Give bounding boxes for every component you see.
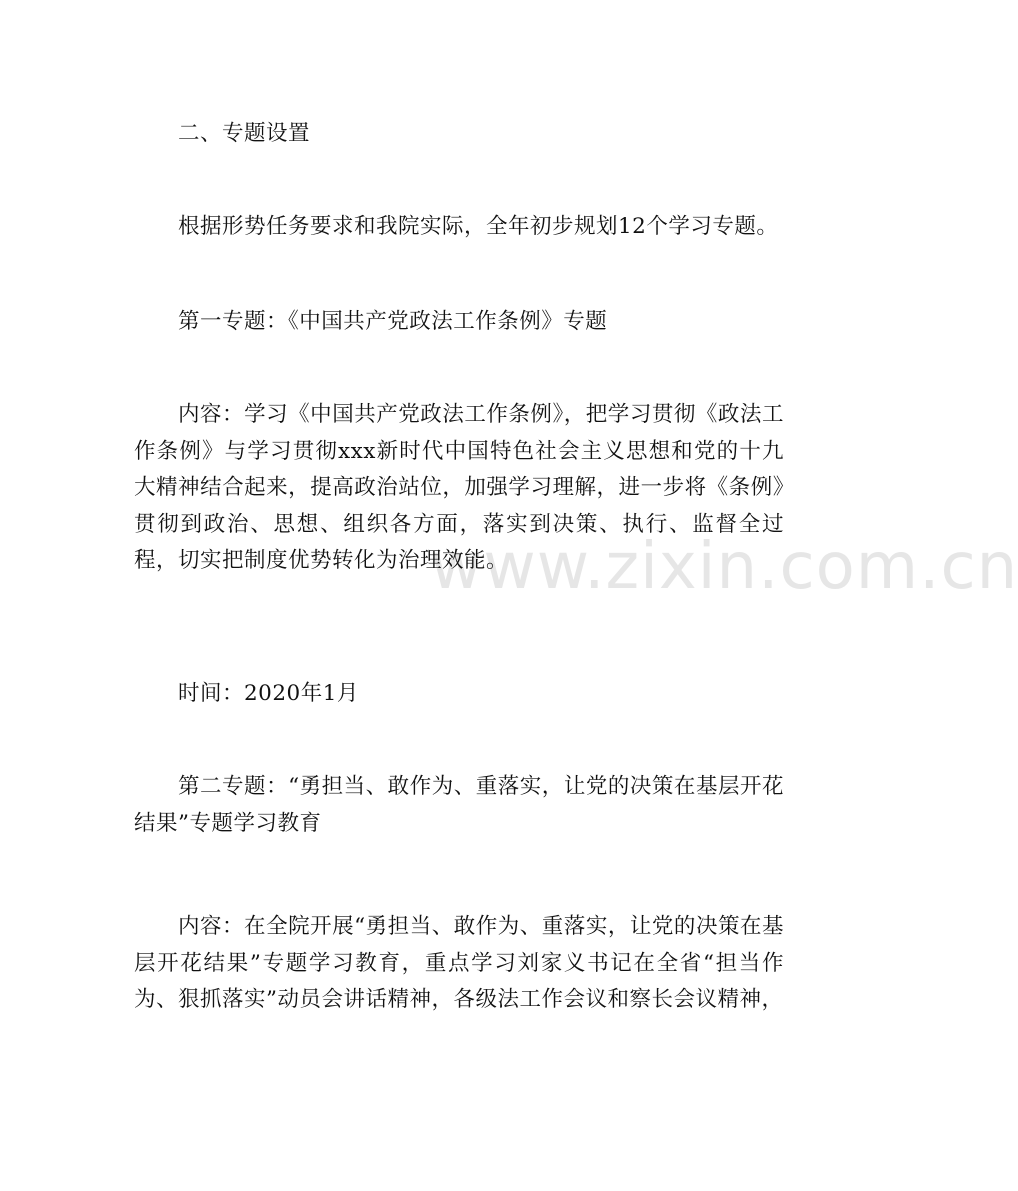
watermark: www.zixin.com.cn	[430, 530, 1018, 604]
topic-one-title: 第一专题：《中国共产党政法工作条例》专题	[178, 309, 608, 334]
intro-paragraph: 根据形势任务要求和我院实际，全年初步规划12个学习专题。	[178, 214, 779, 239]
topic-two-title: 第二专题：“勇担当、敢作为、重落实，让党的决策在基层开花结果”专题学习教育	[134, 774, 784, 836]
topic-two-content: 内容：在全院开展“勇担当、敢作为、重落实，让党的决策在基层开花结果”专题学习教育，重点学习刘家义书记在全省“担当作为、狠抓落实”动员会讲话精神，各级法工作会议和察长会议精神，	[134, 914, 784, 1012]
section-heading: 二、专题设置	[178, 121, 311, 146]
topic-one-content: 内容：学习《中国共产党政法工作条例》，把学习贯彻《政法工作条例》与学习贯彻xxx新时代中国特色社会主义思想和党的十九大精神结合起来，提高政治站位，加强学习理解，进一步将《条例》贯彻到政治、思想、组织各方面，落实到决策、执行、监督全过程，切实把制度优势转化为治理效能。	[134, 402, 784, 573]
topic-one-time: 时间：2020年1月	[178, 681, 359, 706]
